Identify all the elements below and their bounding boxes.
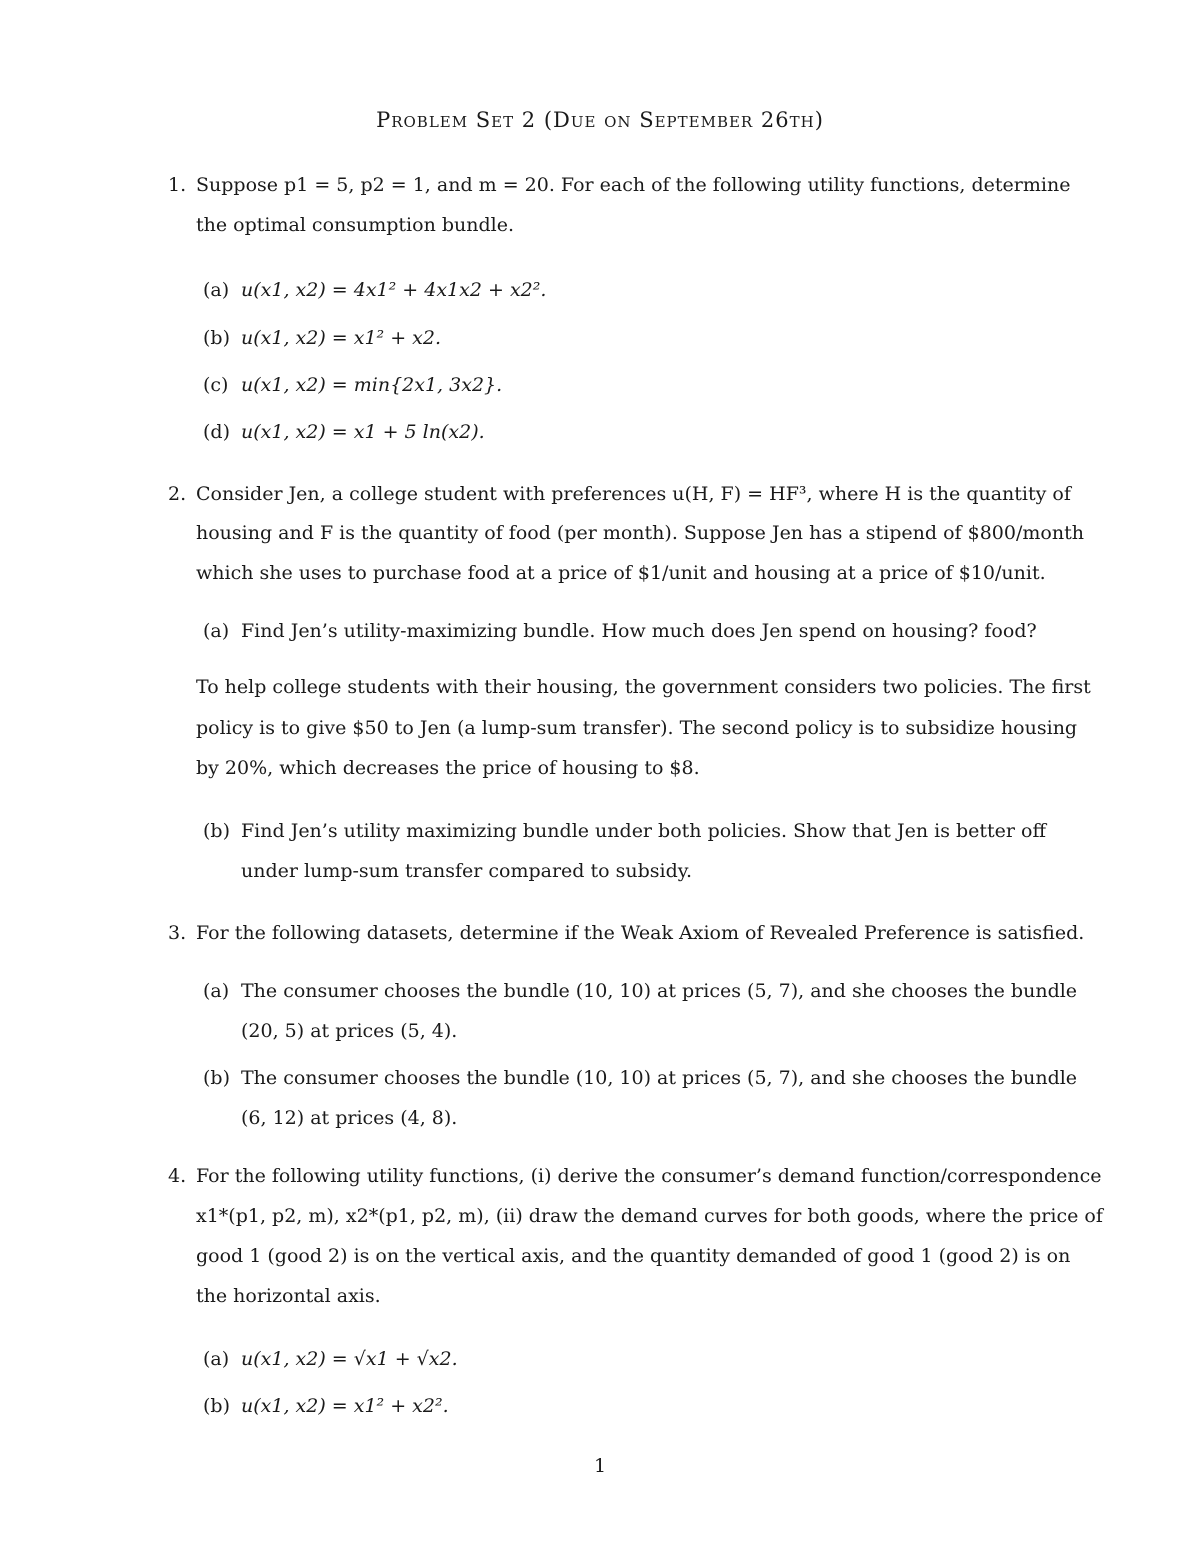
problem-1d-equation: u(x1, x2) = x1 + 5 ln(x2). bbox=[241, 421, 485, 443]
problem-1b-label: (b) bbox=[203, 327, 230, 349]
problem-3a-label: (a) bbox=[203, 980, 230, 1002]
problem-4-line-2: x1*(p1, p2, m), x2*(p1, p2, m), (ii) draw the demand curves for both goods, where the price of bbox=[196, 1205, 1103, 1227]
problem-2-paragraph-line-3: by 20%, which decreases the price of housing to $8. bbox=[196, 757, 700, 779]
problem-1c-equation: u(x1, x2) = min{2x1, 3x2}. bbox=[241, 374, 503, 396]
problem-2b-label: (b) bbox=[203, 820, 230, 842]
problem-2-number: 2. bbox=[168, 483, 187, 505]
problem-4-line-4: the horizontal axis. bbox=[196, 1285, 381, 1307]
problem-1a-equation: u(x1, x2) = 4x1² + 4x1x2 + x2². bbox=[241, 279, 547, 301]
problem-3b-label: (b) bbox=[203, 1067, 230, 1089]
problem-2a-label: (a) bbox=[203, 620, 230, 642]
problem-3-number: 3. bbox=[168, 922, 187, 944]
problem-1c-label: (c) bbox=[203, 374, 229, 396]
problem-4b-equation: u(x1, x2) = x1² + x2². bbox=[241, 1395, 449, 1417]
problem-2-line-3: which she uses to purchase food at a price of $1/unit and housing at a price of $10/unit. bbox=[196, 562, 1046, 584]
problem-4-line-1: For the following utility functions, (i) derive the consumer’s demand function/correspondence bbox=[196, 1165, 1102, 1187]
problem-4-number: 4. bbox=[168, 1165, 187, 1187]
problem-1a-label: (a) bbox=[203, 279, 230, 301]
problem-3-line-1: For the following datasets, determine if the Weak Axiom of Revealed Preference is satisfied. bbox=[196, 922, 1085, 944]
problem-2-paragraph-line-2: policy is to give $50 to Jen (a lump-sum transfer). The second policy is to subsidize housing bbox=[196, 717, 1078, 739]
problem-4-line-3: good 1 (good 2) is on the vertical axis, and the quantity demanded of good 1 (good 2) is on bbox=[196, 1245, 1071, 1267]
problem-2b-line-1: Find Jen’s utility maximizing bundle under both policies. Show that Jen is better off bbox=[241, 820, 1046, 842]
problem-3b-line-1: The consumer chooses the bundle (10, 10) at prices (5, 7), and she chooses the bundle bbox=[241, 1067, 1078, 1089]
problem-1d-label: (d) bbox=[203, 421, 230, 443]
problem-1-line-1: Suppose p1 = 5, p2 = 1, and m = 20. For each of the following utility functions, determine bbox=[196, 174, 1071, 196]
problem-1-line-2: the optimal consumption bundle. bbox=[196, 214, 514, 236]
problem-1-number: 1. bbox=[168, 174, 187, 196]
problem-3a-line-2: (20, 5) at prices (5, 4). bbox=[241, 1020, 458, 1042]
page-title: Problem Set 2 (Due on September 26th) bbox=[376, 108, 824, 132]
problem-4a-label: (a) bbox=[203, 1348, 230, 1370]
problem-2-line-1: Consider Jen, a college student with preferences u(H, F) = HF³, where H is the quantity of bbox=[196, 483, 1071, 505]
problem-4a-equation: u(x1, x2) = √x1 + √x2. bbox=[241, 1348, 458, 1370]
problem-3a-line-1: The consumer chooses the bundle (10, 10) at prices (5, 7), and she chooses the bundle bbox=[241, 980, 1078, 1002]
problem-2-paragraph-line-1: To help college students with their housing, the government considers two policies. The first bbox=[196, 676, 1091, 698]
problem-1b-equation: u(x1, x2) = x1² + x2. bbox=[241, 327, 442, 349]
problem-3b-line-2: (6, 12) at prices (4, 8). bbox=[241, 1107, 458, 1129]
problem-2-line-2: housing and F is the quantity of food (per month). Suppose Jen has a stipend of $800/month bbox=[196, 522, 1084, 544]
problem-2a-text: Find Jen’s utility-maximizing bundle. How much does Jen spend on housing? food? bbox=[241, 620, 1037, 642]
problem-2b-line-2: under lump-sum transfer compared to subsidy. bbox=[241, 860, 693, 882]
page-number: 1 bbox=[593, 1455, 607, 1477]
problem-4b-label: (b) bbox=[203, 1395, 230, 1417]
